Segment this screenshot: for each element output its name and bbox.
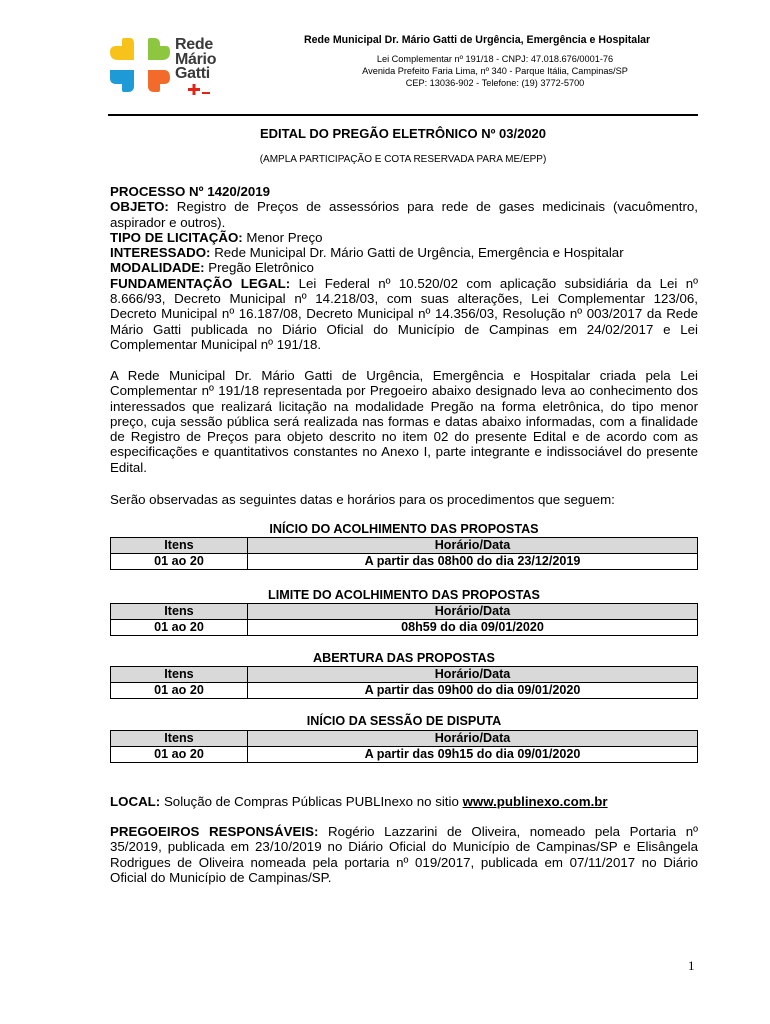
table-row: [111, 620, 698, 636]
interessado-label: INTERESSADO:: [110, 245, 211, 261]
itens-cell: 01 ao 20: [111, 554, 248, 570]
logo-red-dash: [202, 92, 210, 94]
logo-text-line-3: Gatti: [175, 65, 210, 82]
page-number: 1: [688, 958, 695, 973]
table-row: [111, 554, 698, 570]
table-row: [111, 747, 698, 763]
objeto-value: Registro de Preços de assessórios para rede de gases medicinais (vacuômentro, aspirador e outros).: [110, 199, 698, 230]
col-horario-header: Horário/Data: [248, 538, 698, 554]
modalidade-line: [110, 260, 698, 275]
interessado-value: Rede Municipal Dr. Mário Gatti de Urgência, Emergência e Hospitalar: [214, 245, 624, 261]
tipo-line: [110, 230, 698, 245]
logo-text: [175, 38, 216, 82]
schedule-table-1: [110, 537, 698, 570]
itens-cell: 01 ao 20: [111, 620, 248, 636]
publinexo-link[interactable]: www.publinexo.com.br: [462, 794, 608, 809]
fundamentacao-label: FUNDAMENTAÇÃO LEGAL:: [110, 275, 291, 291]
fundamentacao-value: Lei Federal nº 10.520/02 com aplicação subsidiária da Lei nº 8.666/93, Decreto Municipal nº 14.218/03, com suas alterações, Lei Complementar 123/06, Decreto Municipal nº 16.187/08, Decreto Municipal nº 14.356/03, Resolução nº 003/2017 da Rede Mário Gatti publicada no Diário Oficial do Município de Campinas em 24/02/2017 e Lei Complementar Municipal nº 191/18.: [110, 275, 698, 352]
logo-yellow-shape: [110, 38, 134, 60]
institution-title: Rede Municipal Dr. Mário Gatti de Urgência, Emergência e Hospitalar: [304, 34, 651, 46]
schedule-title-3: ABERTURA DAS PROPOSTAS: [313, 651, 495, 665]
schedule-table-3: [110, 666, 698, 699]
header-legal-line: Lei Complementar nº 191/18 - CNPJ: 47.018.676/0001-76: [376, 54, 614, 64]
col-horario-header: Horário/Data: [248, 604, 698, 620]
objeto-line: [110, 199, 698, 230]
table-row: [111, 683, 698, 699]
logo-orange-shape: [148, 70, 170, 92]
logo-text-line-2: Mário: [175, 50, 217, 68]
modalidade-label: MODALIDADE:: [110, 260, 205, 276]
intro-paragraph: A Rede Municipal Dr. Mário Gatti de Urgência, Emergência e Hospitalar criada pela Lei Complementar nº 191/18 representada por Pregoeiro abaixo designado leva ao conhecimento dos interessados que realizará licitação na modalidade Pregão na forma eletrônica, do tipo menor preço, cuja sessão pública será realizada nas formas e datas abaixo informadas, com a finalidade de Registro de Preços para objeto descrito no item 02 do presente Edital e de acordo com as especificações e quantitativos constantes no Anexo I, parte integrante e indissociável do presente Edital.: [110, 368, 698, 475]
objeto-label: OBJETO:: [110, 199, 169, 215]
pregoeiros-label: PREGOEIROS RESPONSÁVEIS:: [110, 824, 319, 839]
header-address-line: Avenida Prefeito Faria Lima, nº 340 - Parque Itália, Campinas/SP: [362, 66, 628, 76]
col-itens-header: Itens: [111, 538, 248, 554]
horario-cell: A partir das 09h15 do dia 09/01/2020: [248, 747, 698, 763]
schedule-intro: Serão observadas as seguintes datas e horários para os procedimentos que seguem:: [110, 492, 615, 507]
interessado-line: [110, 245, 698, 260]
tipo-value: Menor Preço: [246, 229, 323, 245]
pregoeiros-paragraph: [110, 824, 698, 885]
schedule-title-4: INÍCIO DA SESSÃO DE DISPUTA: [306, 714, 502, 728]
pregoeiros-value: Rogério Lazzarini de Oliveira, nomeado pela Portaria nº 35/2019, publicada em 23/10/2019 no Diário Oficial do Município de Campinas/SP e Elisângela Rodrigues de Oliveira nomeada pela portaria nº 019/2017, publicada em 07/11/2017 no Diário Oficial do Município de Campinas/SP.: [110, 824, 699, 885]
tipo-label: TIPO DE LICITAÇÃO:: [110, 229, 243, 245]
logo-blue-shape: [110, 70, 134, 92]
table-header-row: [111, 731, 698, 747]
logo-text-line-1: Rede: [175, 36, 213, 53]
header-divider: [108, 114, 698, 116]
itens-cell: 01 ao 20: [111, 683, 248, 699]
table-header-row: [111, 604, 698, 620]
schedule-table-2: [110, 603, 698, 636]
logo-green-shape: [148, 38, 170, 60]
modalidade-value: Pregão Eletrônico: [208, 260, 314, 276]
process-info-block: [110, 184, 698, 352]
table-header-row: [111, 667, 698, 683]
document-subtitle: (AMPLA PARTICIPAÇÃO E COTA RESERVADA PARA ME/EPP): [259, 154, 547, 165]
schedule-table-4: [110, 730, 698, 763]
local-value: Solução de Compras Públicas PUBLInexo no sitio: [163, 794, 459, 809]
col-itens-header: Itens: [111, 604, 248, 620]
local-label: LOCAL:: [110, 794, 161, 809]
col-itens-header: Itens: [111, 667, 248, 683]
col-itens-header: Itens: [111, 731, 248, 747]
local-line: [110, 794, 698, 809]
logo-red-cross-v: [193, 84, 196, 95]
header-contact-line: CEP: 13036-902 - Telefone: (19) 3772-5700: [405, 78, 585, 88]
col-horario-header: Horário/Data: [248, 731, 698, 747]
schedule-title-1: INÍCIO DO ACOLHIMENTO DAS PROPOSTAS: [269, 522, 539, 536]
horario-cell: 08h59 do dia 09/01/2020: [248, 620, 698, 636]
horario-cell: A partir das 08h00 do dia 23/12/2019: [248, 554, 698, 570]
document-title: EDITAL DO PREGÃO ELETRÔNICO Nº 03/2020: [260, 126, 546, 141]
col-horario-header: Horário/Data: [248, 667, 698, 683]
table-header-row: [111, 538, 698, 554]
fundamentacao-line: [110, 276, 698, 352]
itens-cell: 01 ao 20: [111, 747, 248, 763]
schedule-title-2: LIMITE DO ACOLHIMENTO DAS PROPOSTAS: [268, 588, 540, 602]
processo-number: PROCESSO Nº 1420/2019: [110, 184, 271, 199]
horario-cell: A partir das 09h00 do dia 09/01/2020: [248, 683, 698, 699]
